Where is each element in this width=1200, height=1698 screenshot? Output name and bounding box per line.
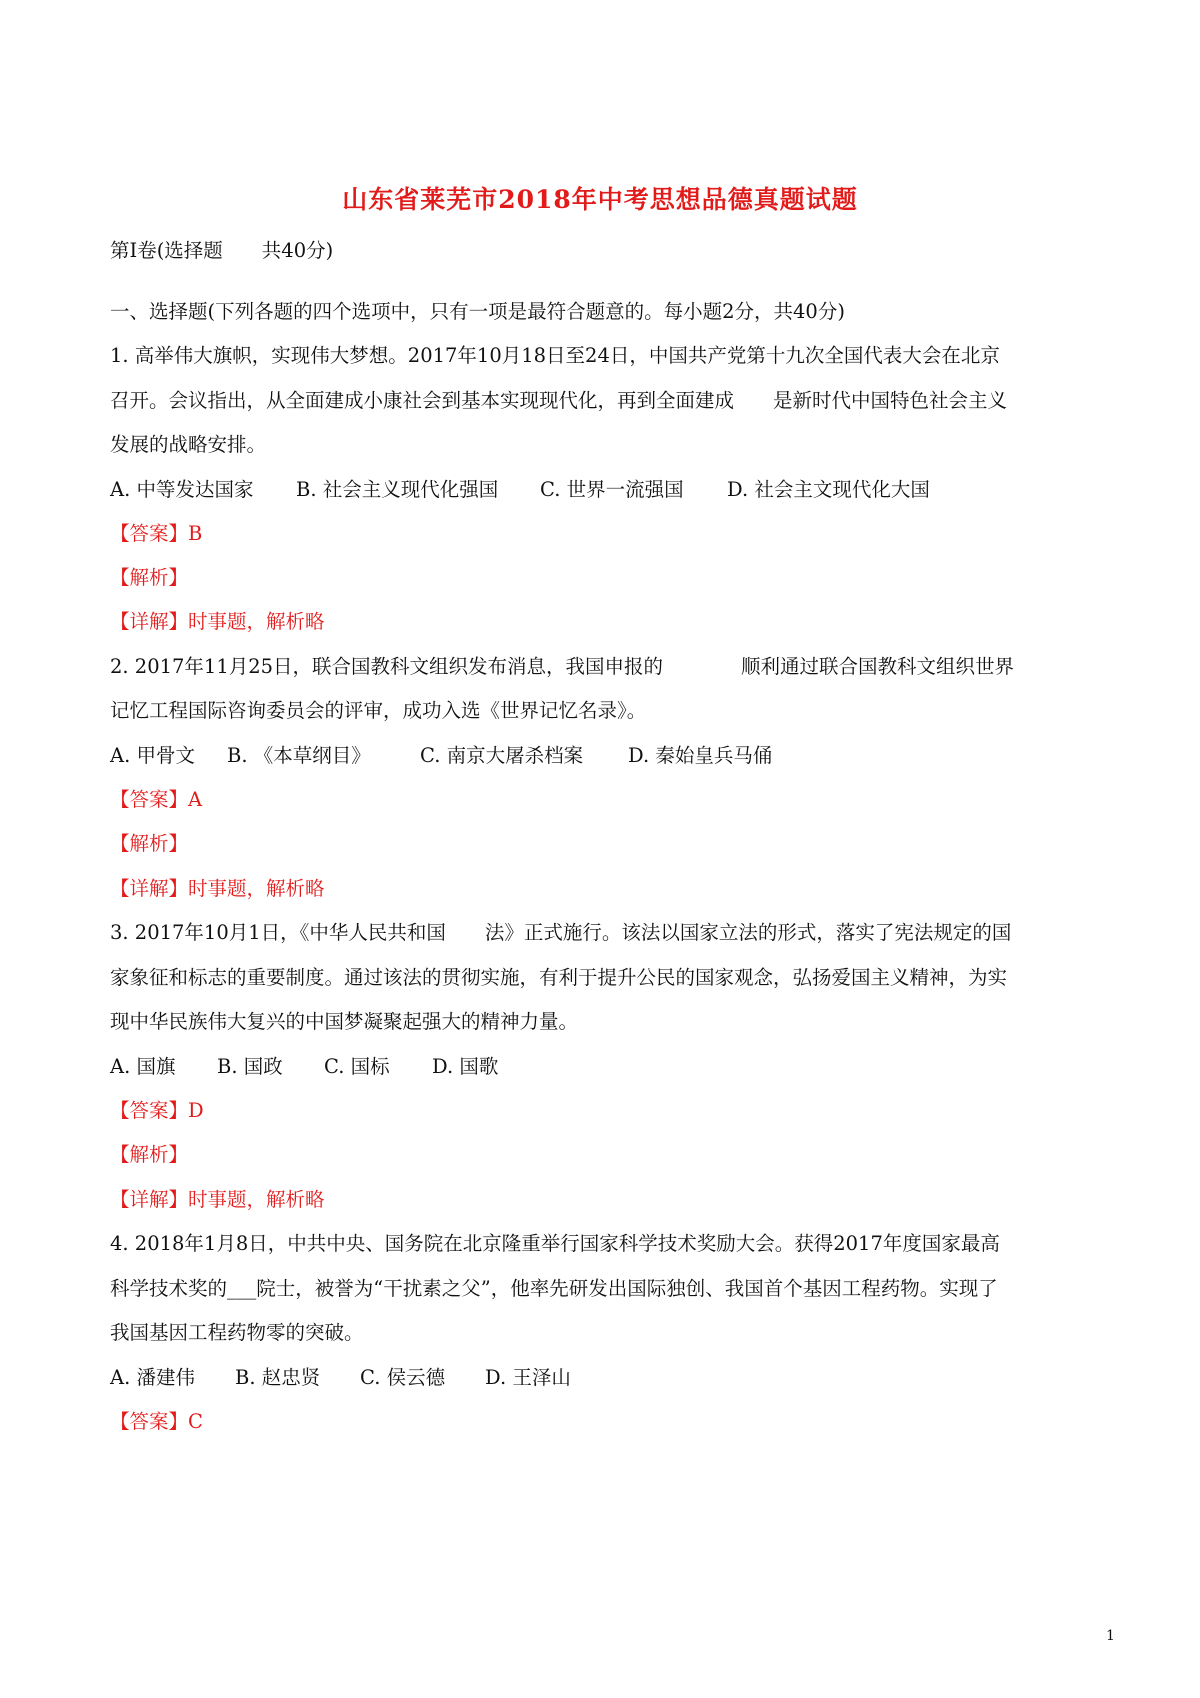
section-heading: 第Ⅰ卷(选择题 共40分) xyxy=(110,239,334,262)
detail-label: 【详解】 xyxy=(110,1188,189,1211)
answer-4 xyxy=(110,1412,203,1432)
question-1-options xyxy=(110,480,930,500)
answer-2 xyxy=(110,790,202,810)
option-c: C. 南京大屠杀档案 xyxy=(420,744,584,767)
question-2-options xyxy=(110,746,772,766)
question-2-line-2: 记忆工程国际咨询委员会的评审，成功入选《世界记忆名录》。 xyxy=(110,699,647,722)
detail-text: 时事题，解析略 xyxy=(188,1188,325,1211)
option-a: A. 国旗 xyxy=(110,1055,176,1078)
question-3-options xyxy=(110,1057,498,1077)
question-3-line-3: 现中华民族伟大复兴的中国梦凝聚起强大的精神力量。 xyxy=(110,1010,579,1033)
option-d: D. 社会主文现代化大国 xyxy=(727,478,930,501)
answer-label: 【答案】 xyxy=(110,788,189,811)
question-2-line-1: 2. 2017年11月25日，联合国教科文组织发布消息，我国申报的 顺利通过联合国教科文组织世界 xyxy=(110,655,1015,678)
detail-label: 【详解】 xyxy=(110,610,189,633)
option-c: C. 侯云德 xyxy=(360,1366,446,1389)
question-3-line-1: 3. 2017年10月1日，《中华人民共和国 法》正式施行。该法以国家立法的形式，落实了宪法规定的国 xyxy=(110,921,1012,944)
answer-value: C xyxy=(188,1410,203,1433)
option-a: A. 甲骨文 xyxy=(110,744,195,767)
analysis-3: 【解析】 xyxy=(110,1143,189,1166)
question-4-options xyxy=(110,1368,571,1388)
option-d: D. 王泽山 xyxy=(485,1366,571,1389)
option-a: A. 中等发达国家 xyxy=(110,478,254,501)
option-d: D. 国歌 xyxy=(432,1055,499,1078)
option-c: C. 世界一流强国 xyxy=(540,478,684,501)
question-1-line-2: 召开。会议指出，从全面建成小康社会到基本实现现代化，再到全面建成 是新时代中国特色社会主义 xyxy=(110,389,1008,412)
page-number: 1 xyxy=(1106,1628,1115,1644)
answer-value: B xyxy=(188,522,203,545)
option-b: B. 国政 xyxy=(217,1055,283,1078)
question-4-line-1: 4. 2018年1月8日，中共中央、国务院在北京隆重举行国家科学技术奖励大会。获得2017年度国家最高 xyxy=(110,1232,1000,1255)
detail-1 xyxy=(110,612,325,632)
option-b: B. 赵忠贤 xyxy=(235,1366,321,1389)
answer-value: A xyxy=(188,788,203,811)
analysis-1: 【解析】 xyxy=(110,566,189,589)
option-a: A. 潘建伟 xyxy=(110,1366,195,1389)
detail-2 xyxy=(110,879,325,899)
answer-label: 【答案】 xyxy=(110,1099,189,1122)
question-1-line-1: 1. 高举伟大旗帜，实现伟大梦想。2017年10月18日至24日，中国共产党第十九次全国代表大会在北京 xyxy=(110,344,1000,367)
detail-label: 【详解】 xyxy=(110,877,189,900)
answer-label: 【答案】 xyxy=(110,1410,189,1433)
question-4-line-3: 我国基因工程药物零的突破。 xyxy=(110,1321,364,1344)
answer-1 xyxy=(110,524,202,544)
detail-text: 时事题，解析略 xyxy=(188,877,325,900)
detail-text: 时事题，解析略 xyxy=(188,610,325,633)
option-d: D. 秦始皇兵马俑 xyxy=(628,744,773,767)
detail-3 xyxy=(110,1190,325,1210)
option-b: B. 《本草纲目》 xyxy=(227,744,371,767)
question-4-line-2: 科学技术奖的___院士，被誉为“干扰素之父”，他率先研发出国际独创、我国首个基因工程药物。实现了 xyxy=(110,1277,998,1300)
answer-value: D xyxy=(188,1099,204,1122)
answer-label: 【答案】 xyxy=(110,522,189,545)
question-3-line-2: 家象征和标志的重要制度。通过该法的贯彻实施，有利于提升公民的国家观念，弘扬爱国主义精神，为实 xyxy=(110,966,1008,989)
document-title: 山东省莱芜市2018年中考思想品德真题试题 xyxy=(342,185,858,214)
answer-3 xyxy=(110,1101,204,1121)
instruction-text: 一、选择题(下列各题的四个选项中，只有一项是最符合题意的。每小题2分，共40分) xyxy=(110,300,845,323)
option-c: C. 国标 xyxy=(324,1055,390,1078)
option-b: B. 社会主义现代化强国 xyxy=(296,478,499,501)
analysis-2: 【解析】 xyxy=(110,832,189,855)
question-1-line-3: 发展的战略安排。 xyxy=(110,433,267,456)
